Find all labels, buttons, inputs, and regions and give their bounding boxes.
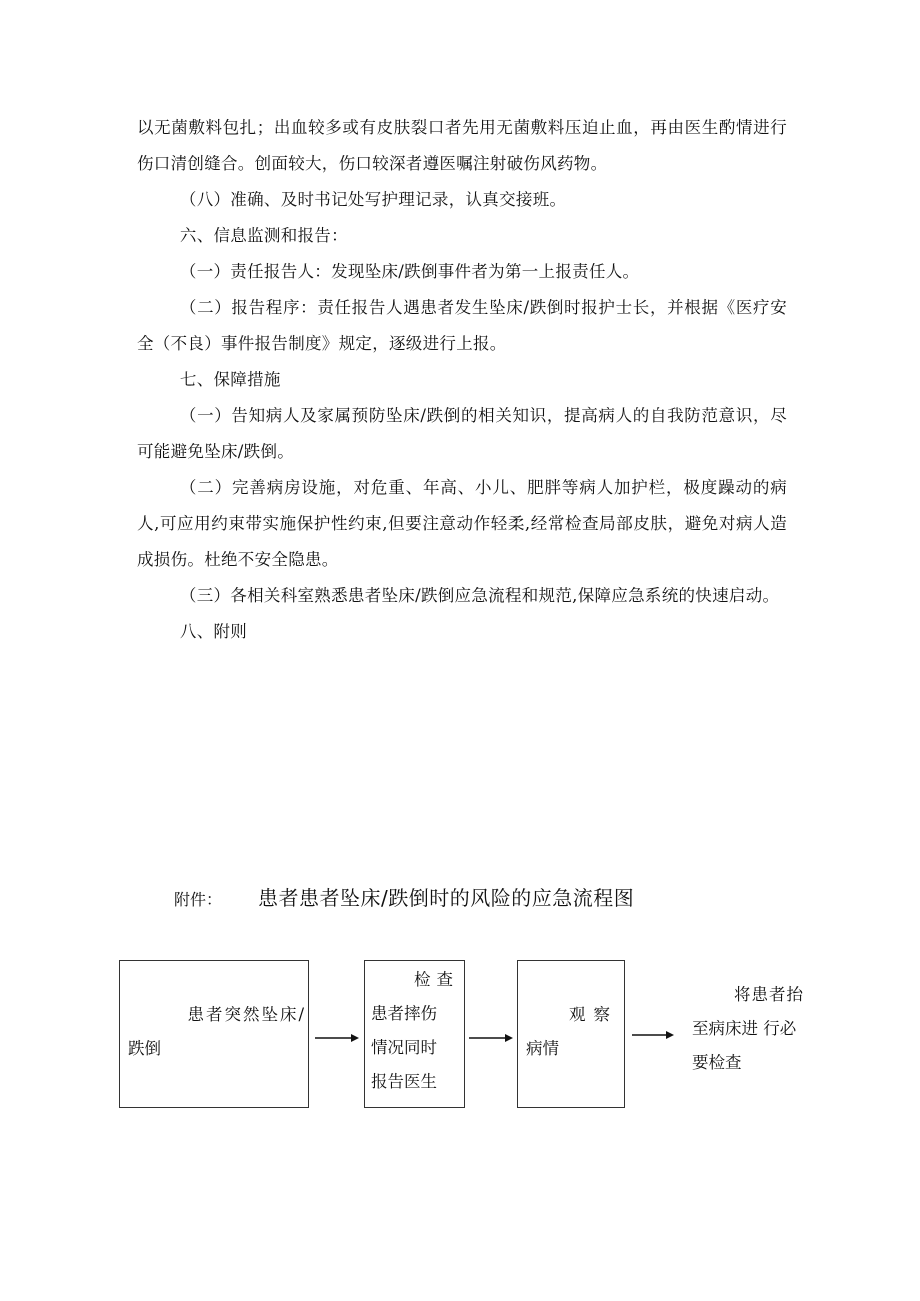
flow-step-check-line1: 检查 (414, 970, 459, 989)
paragraph-emergency-process: （三）各相关科室熟悉患者坠床/跌倒应急流程和规范,保障应急系统的快速启动。 (179, 586, 780, 605)
flowchart-title: 患者患者坠床/跌倒时的风险的应急流程图 (258, 886, 635, 910)
paragraph-nursing-record: （八）准确、及时书记处写护理记录，认真交接班。 (179, 190, 567, 209)
flow-step-check-injury (364, 960, 465, 1108)
flow-step-check-line4: 报告医生 (371, 1072, 437, 1091)
paragraph-inform-patients: （一）告知病人及家属预防坠床/跌倒的相关知识，提高病人的自我防范意识，尽可能避免坠床/跌倒。 (137, 406, 787, 461)
flow-step-move-line1: 将患者抬 (734, 985, 804, 1004)
paragraph-responsible-reporter: （一）责任报告人：发现坠床/跌倒事件者为第一上报责任人。 (179, 262, 640, 281)
flow-step-observe (517, 960, 625, 1108)
flow-arrow-3 (632, 1034, 674, 1036)
flow-step-check-line2: 患者摔伤 (371, 1004, 437, 1023)
flow-step-move-to-bed (692, 978, 804, 1080)
attachment-label: 附件： (174, 890, 223, 909)
flow-step-check-line3: 情况同时 (371, 1038, 437, 1057)
paragraph-ward-facilities: （二）完善病房设施，对危重、年高、小儿、肥胖等病人加护栏，极度躁动的病人,可应用约束带实施保护性约束,但要注意动作轻柔,经常检查局部皮肤，避免对病人造成损伤。杜绝不安全隐患。 (137, 478, 787, 569)
heading-info-monitoring: 六、信息监测和报告： (179, 226, 348, 245)
heading-supplementary: 八、附则 (179, 622, 248, 641)
flow-step-observe-line2: 病情 (526, 1039, 559, 1058)
flow-step-fall-line1: 患者突然坠床/ (187, 1005, 306, 1024)
flow-step-move-line3: 要检查 (692, 1053, 742, 1072)
flow-arrow-1 (315, 1037, 359, 1039)
flow-arrow-2 (469, 1037, 513, 1039)
flow-step-fall (119, 960, 309, 1108)
paragraph-report-procedure: （二）报告程序：责任报告人遇患者发生坠床/跌倒时报护士长，并根据《医疗安全（不良）事件报告制度》规定，逐级进行上报。 (137, 298, 787, 353)
flow-step-observe-line1: 观察 (569, 1005, 618, 1024)
flow-step-fall-line2: 跌倒 (128, 1039, 161, 1058)
flow-step-move-line2: 至病床进 行必 (692, 1019, 797, 1038)
heading-safeguards: 七、保障措施 (179, 370, 281, 389)
paragraph-wound-care: 以无菌敷料包扎；出血较多或有皮肤裂口者先用无菌敷料压迫止血，再由医生酌情进行伤口清创缝合。创面较大，伤口较深者遵医嘱注射破伤风药物。 (137, 118, 787, 173)
